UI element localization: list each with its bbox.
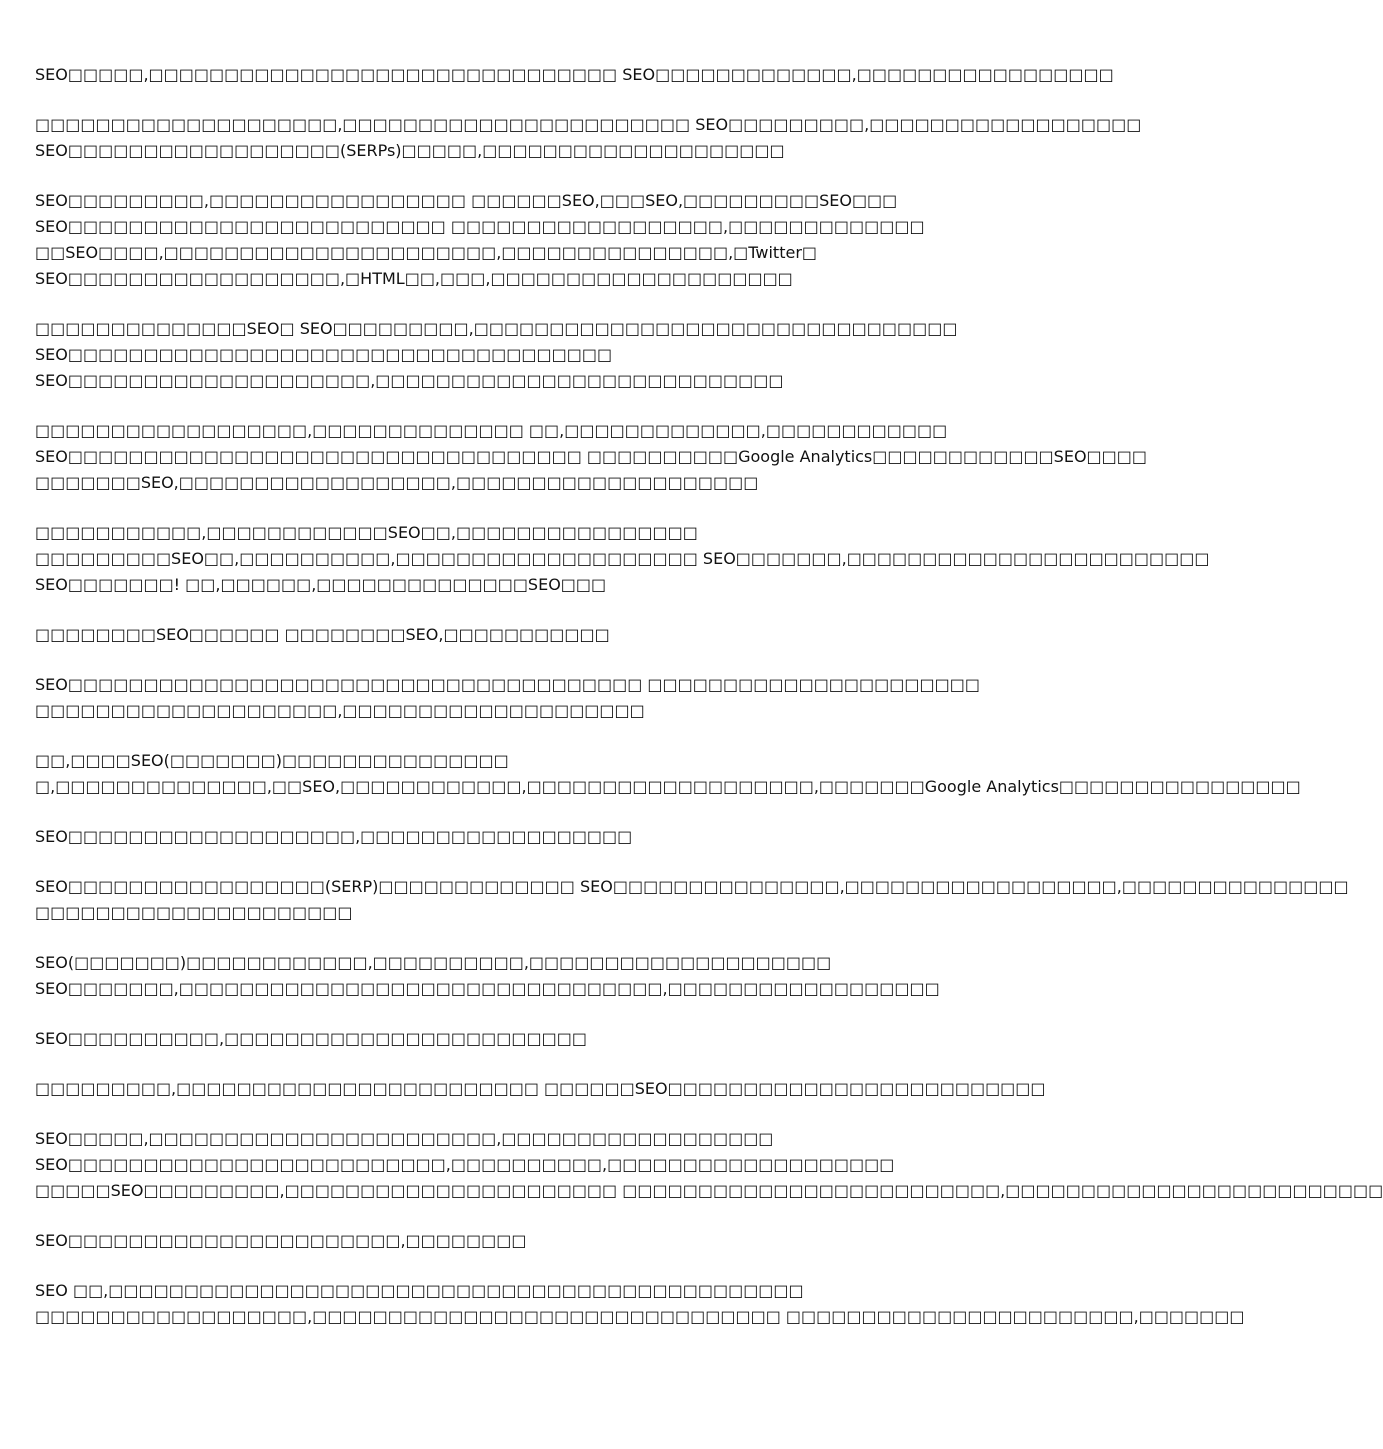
paragraph xyxy=(35,950,995,1002)
text-line: □□□□□□□□□□□□□□□□□□□□,□□□□□□□□□□□□□□□□□□□□ xyxy=(35,701,645,720)
text-line: □□SEO□□□□,□□□□□□□□□□□□□□□□□□□□□□,□□□□□□□□□□□□□□□,□Twitter□ xyxy=(35,243,818,262)
paragraph xyxy=(35,1076,1046,1102)
paragraph xyxy=(35,520,1210,598)
text-line: □□□□□□□□□□□□□□□□□□,□□□□□□□□□□□□□□ □□,□□□□□□□□□□□□□,□□□□□□□□□□□□ xyxy=(35,421,948,440)
text-line: □□□□□□□□□□□□□□□□□□□□□ xyxy=(35,903,353,922)
text-line: SEO□□□□□□□□□□□□□□□□□□□□□□□□□,□□□□□□□□□□,□□□□□□□□□□□□□□□□□□□ xyxy=(35,1155,895,1174)
paragraph xyxy=(35,62,1114,88)
paragraph xyxy=(35,188,995,292)
text-line: SEO□□□□□□□□□□□□□□□□□□□□□□,□□□□□□□□ xyxy=(35,1231,527,1250)
paragraph xyxy=(35,418,1147,496)
paragraph xyxy=(35,672,995,724)
text-line: SEO □□,□□□□□□□□□□□□□□□□□□□□□□□□□□□□□□□□□□□□□□□□□□□□□□ xyxy=(35,1281,804,1300)
text-line: SEO□□□□□,□□□□□□□□□□□□□□□□□□□□□□□□□□□□□□□ SEO□□□□□□□□□□□□□,□□□□□□□□□□□□□□□□□ xyxy=(35,65,1114,84)
text-line: □□□□□□□□□□□,□□□□□□□□□□□□SEO□□,□□□□□□□□□□□□□□□□ xyxy=(35,523,698,542)
text-line: SEO□□□□□□□□□□□□□□□□□□(SERPs)□□□□□,□□□□□□□□□□□□□□□□□□□□ xyxy=(35,141,785,160)
paragraph xyxy=(35,112,1142,164)
text-line: SEO□□□□□□□□□□□□□□□□□□□□□□□□□□□□□□□□□□□□ xyxy=(35,345,613,364)
text-line: □□□□□□□□□SEO□□,□□□□□□□□□□,□□□□□□□□□□□□□□□□□□□□ SEO□□□□□□□,□□□□□□□□□□□□□□□□□□□□□□□□ xyxy=(35,549,1210,568)
paragraph xyxy=(35,1228,995,1254)
text-line: SEO□□□□□□□□□□□□□□□□□□□□,□□□□□□□□□□□□□□□□□□□□□□□□□□□ xyxy=(35,371,784,390)
paragraph xyxy=(35,1126,1383,1204)
paragraph xyxy=(35,748,1301,800)
text-line: SEO□□□□□□□□□□□□□□□□□(SERP)□□□□□□□□□□□□□ SEO□□□□□□□□□□□□□□□,□□□□□□□□□□□□□□□□□□,□□□□□□□□□□□□□□□ xyxy=(35,877,1349,896)
text-line: SEO□□□□□□□□□,□□□□□□□□□□□□□□□□□ □□□□□□SEO,□□□SEO,□□□□□□□□□SEO□□□ xyxy=(35,191,898,210)
text-line: □□□□□□□□□,□□□□□□□□□□□□□□□□□□□□□□□□ □□□□□□SEO□□□□□□□□□□□□□□□□□□□□□□□□□ xyxy=(35,1079,1046,1098)
text-line: □□,□□□□SEO(□□□□□□□)□□□□□□□□□□□□□□□ xyxy=(35,751,509,770)
text-line: SEO(□□□□□□□)□□□□□□□□□□□□,□□□□□□□□□□,□□□□□□□□□□□□□□□□□□□□ xyxy=(35,953,832,972)
paragraph xyxy=(35,622,995,648)
text-line: SEO□□□□□□□□□□□□□□□□□□□,□□□□□□□□□□□□□□□□□□ xyxy=(35,827,633,846)
paragraph xyxy=(35,1278,1245,1330)
document-body xyxy=(35,62,1383,1354)
text-line: SEO□□□□□□□,□□□□□□□□□□□□□□□□□□□□□□□□□□□□□□□□,□□□□□□□□□□□□□□□□□□ xyxy=(35,979,940,998)
text-line: □□□□□□□□□□□□□□SEO□ SEO□□□□□□□□□,□□□□□□□□□□□□□□□□□□□□□□□□□□□□□□□□ xyxy=(35,319,958,338)
text-line: SEO□□□□□□□! □□,□□□□□□,□□□□□□□□□□□□□□SEO□□□ xyxy=(35,575,607,594)
text-line: □□□□□SEO□□□□□□□□□,□□□□□□□□□□□□□□□□□□□□□□ □□□□□□□□□□□□□□□□□□□□□□□□□,□□□□□□□□□□□□□□□□□□□□□□□□□ xyxy=(35,1181,1383,1200)
paragraph xyxy=(35,1026,995,1052)
text-line: SEO□□□□□,□□□□□□□□□□□□□□□□□□□□□□□,□□□□□□□□□□□□□□□□□□ xyxy=(35,1129,774,1148)
text-line: □□□□□□□□□□□□□□□□□□□□,□□□□□□□□□□□□□□□□□□□□□□□ SEO□□□□□□□□□,□□□□□□□□□□□□□□□□□□ xyxy=(35,115,1142,134)
paragraph xyxy=(35,824,995,850)
text-line: □□□□□□□SEO,□□□□□□□□□□□□□□□□□□,□□□□□□□□□□□□□□□□□□□□ xyxy=(35,473,759,492)
text-line: SEO□□□□□□□□□□□□□□□□□□,□HTML□□,□□□,□□□□□□□□□□□□□□□□□□□□ xyxy=(35,269,793,288)
text-line: □□□□□□□□SEO□□□□□□ □□□□□□□□SEO,□□□□□□□□□□□ xyxy=(35,625,610,644)
text-line: SEO□□□□□□□□□□,□□□□□□□□□□□□□□□□□□□□□□□□ xyxy=(35,1029,587,1048)
text-line: SEO□□□□□□□□□□□□□□□□□□□□□□□□□□□□□□□□□□ □□□□□□□□□□Google Analytics□□□□□□□□□□□□SEO□□□□ xyxy=(35,447,1147,466)
paragraph xyxy=(35,874,1349,926)
text-line: □,□□□□□□□□□□□□□□,□□SEO,□□□□□□□□□□□□,□□□□□□□□□□□□□□□□□□□,□□□□□□□Google Analytics□□□□□□□□□□□□□□□□ xyxy=(35,777,1301,796)
text-line: SEO□□□□□□□□□□□□□□□□□□□□□□□□□□□□□□□□□□□□□□ □□□□□□□□□□□□□□□□□□□□□□ xyxy=(35,675,980,694)
text-line: □□□□□□□□□□□□□□□□□□,□□□□□□□□□□□□□□□□□□□□□□□□□□□□□□□ □□□□□□□□□□□□□□□□□□□□□□□,□□□□□□□ xyxy=(35,1307,1245,1326)
text-line: SEO□□□□□□□□□□□□□□□□□□□□□□□□□ □□□□□□□□□□□□□□□□□□,□□□□□□□□□□□□□ xyxy=(35,217,925,236)
paragraph xyxy=(35,316,995,394)
